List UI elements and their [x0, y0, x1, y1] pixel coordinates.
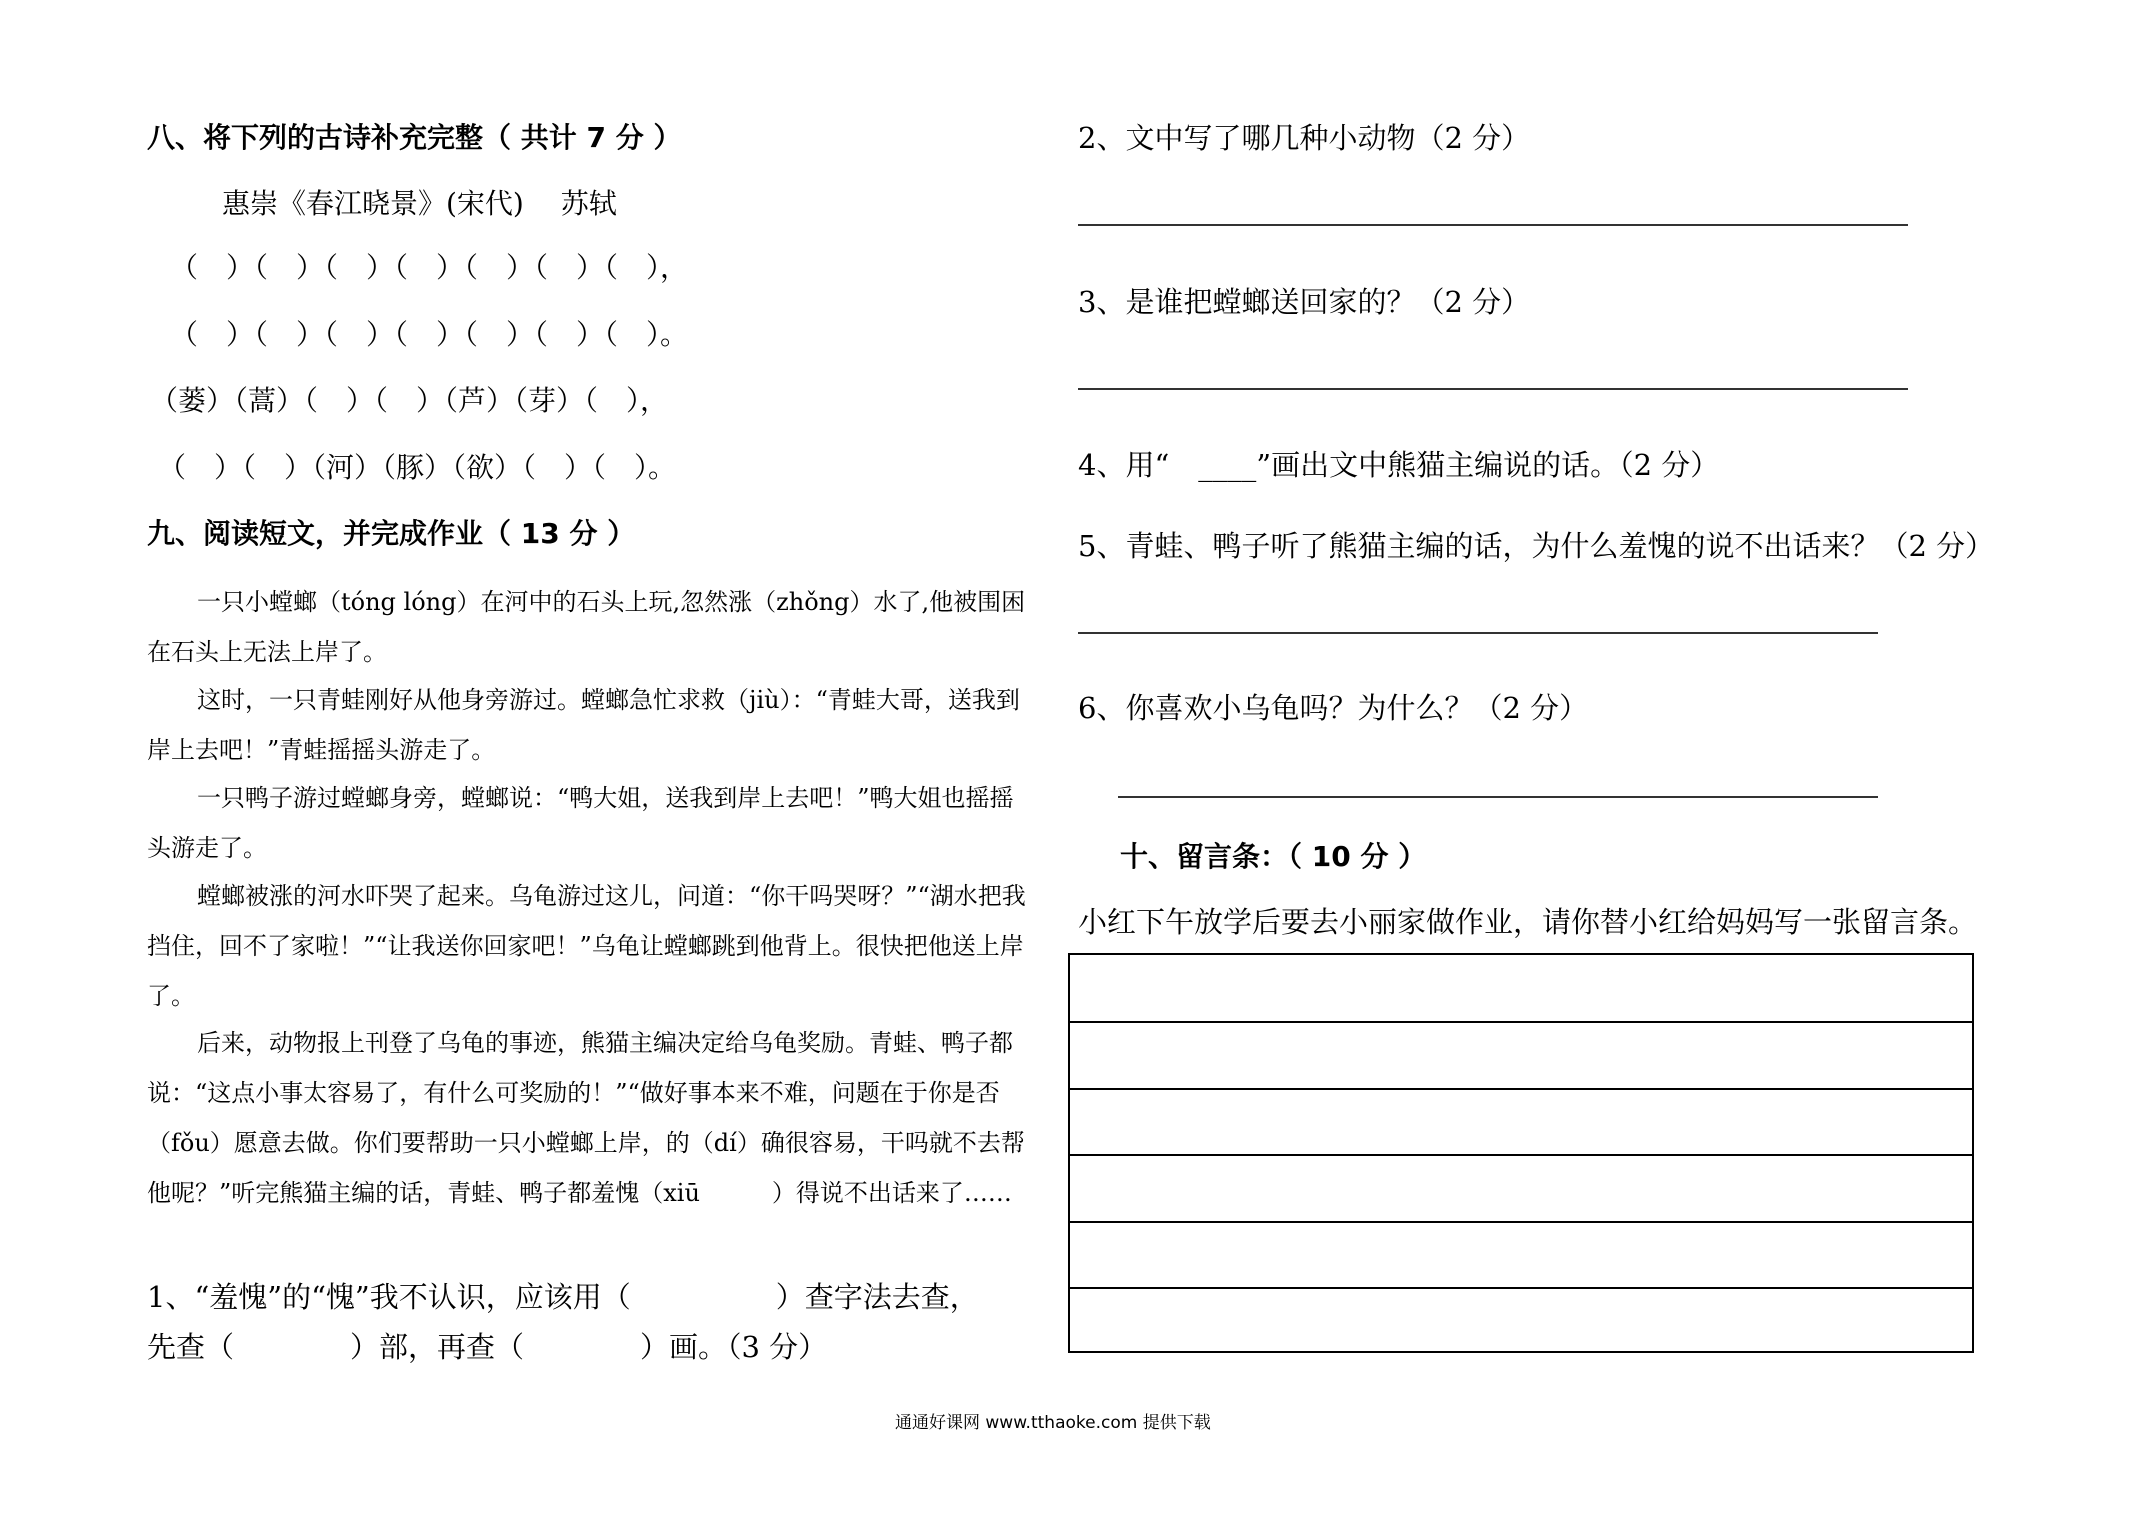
question-6: 6、你喜欢小乌龟吗？为什么？（2 分） — [1078, 691, 1589, 725]
passage-paragraph: 一只鸭子游过螳螂身旁，螳螂说：“鸭大姐，送我到岸上去吧！”鸭大姐也摇摇头游走了。 — [147, 784, 1014, 862]
passage-paragraph: 后来，动物报上刊登了乌龟的事迹，熊猫主编决定给乌龟奖励。青蛙、鸭子都说：“这点小事太容易了，有什么可奖励的！”“做好事本来不难，问题在于你是否（fǒu）愿意去做。你们要帮助一只小螳螂上岸，的（dí）确很容易，干吗就不去帮他呢？”听完熊猫主编的话，青蛙、鸭子都羞愧（xiū ）得说不出话来了…… — [147, 1029, 1025, 1207]
poem-line-4: （ ）（ ）（河）（豚）（欲）（ ）（ ）。 — [158, 451, 677, 484]
answer-line-2[interactable] — [1078, 224, 1908, 226]
section10-title: 十、留言条：（ 10 分 ） — [1120, 840, 1427, 873]
answer-line-6[interactable] — [1118, 796, 1878, 798]
question-2: 2、文中写了哪几种小动物（2 分） — [1078, 121, 1531, 155]
memo-rule — [1070, 1021, 1972, 1023]
footer-credit: 通通好课网 www.tthaoke.com 提供下载 — [895, 1413, 1211, 1433]
memo-writing-box[interactable] — [1068, 953, 1974, 1353]
question-1-line2: 先查（ ）部，再查（ ）画。（3 分） — [147, 1330, 828, 1364]
poem-title: 惠崇《春江晓景》(宋代) 苏轼 — [222, 187, 617, 220]
memo-rule — [1070, 1088, 1972, 1090]
passage-paragraph: 螳螂被涨的河水吓哭了起来。乌龟游过这儿，问道：“你干吗哭呀？”“湖水把我挡住，回不了家啦！”“让我送你回家吧！”乌龟让螳螂跳到他背上。很快把他送上岸了。 — [147, 882, 1026, 1010]
poem-line-3: （蒌）（蒿）（ ）（ ）（芦）（芽）（ ）， — [150, 384, 669, 417]
question-3: 3、是谁把螳螂送回家的？（2 分） — [1078, 285, 1531, 319]
question-1-line1: 1、“羞愧”的“愧”我不认识，应该用（ ）查字法去查， — [147, 1280, 979, 1314]
question-4: 4、用“ ____”画出文中熊猫主编说的话。（2 分） — [1078, 448, 1720, 482]
memo-rule — [1070, 1154, 1972, 1156]
section9-title: 九、阅读短文，并完成作业（ 13 分 ） — [147, 517, 636, 550]
poem-line-1: （ ）（ ）（ ）（ ）（ ）（ ）（ ）， — [170, 251, 689, 284]
question-5: 5、青蛙、鸭子听了熊猫主编的话，为什么羞愧的说不出话来？（2 分） — [1078, 529, 1995, 563]
memo-rule — [1070, 1221, 1972, 1223]
answer-line-3[interactable] — [1078, 388, 1908, 390]
memo-rule — [1070, 1287, 1972, 1289]
poem-line-2: （ ）（ ）（ ）（ ）（ ）（ ）（ ）。 — [170, 318, 689, 351]
answer-line-5[interactable] — [1078, 632, 1878, 634]
passage-paragraph: 一只小螳螂（tóng lóng）在河中的石头上玩,忽然涨（zhǒng）水了,他被围困在石头上无法上岸了。 — [147, 588, 1026, 666]
section8-title: 八、将下列的古诗补充完整（ 共计 7 分 ） — [147, 121, 682, 154]
memo-prompt: 小红下午放学后要去小丽家做作业，请你替小红给妈妈写一张留言条。 — [1078, 905, 1978, 939]
passage-paragraph: 这时，一只青蛙刚好从他身旁游过。螳螂急忙求救（jiù）：“青蛙大哥，送我到岸上去吧！”青蛙摇摇头游走了。 — [147, 686, 1020, 764]
